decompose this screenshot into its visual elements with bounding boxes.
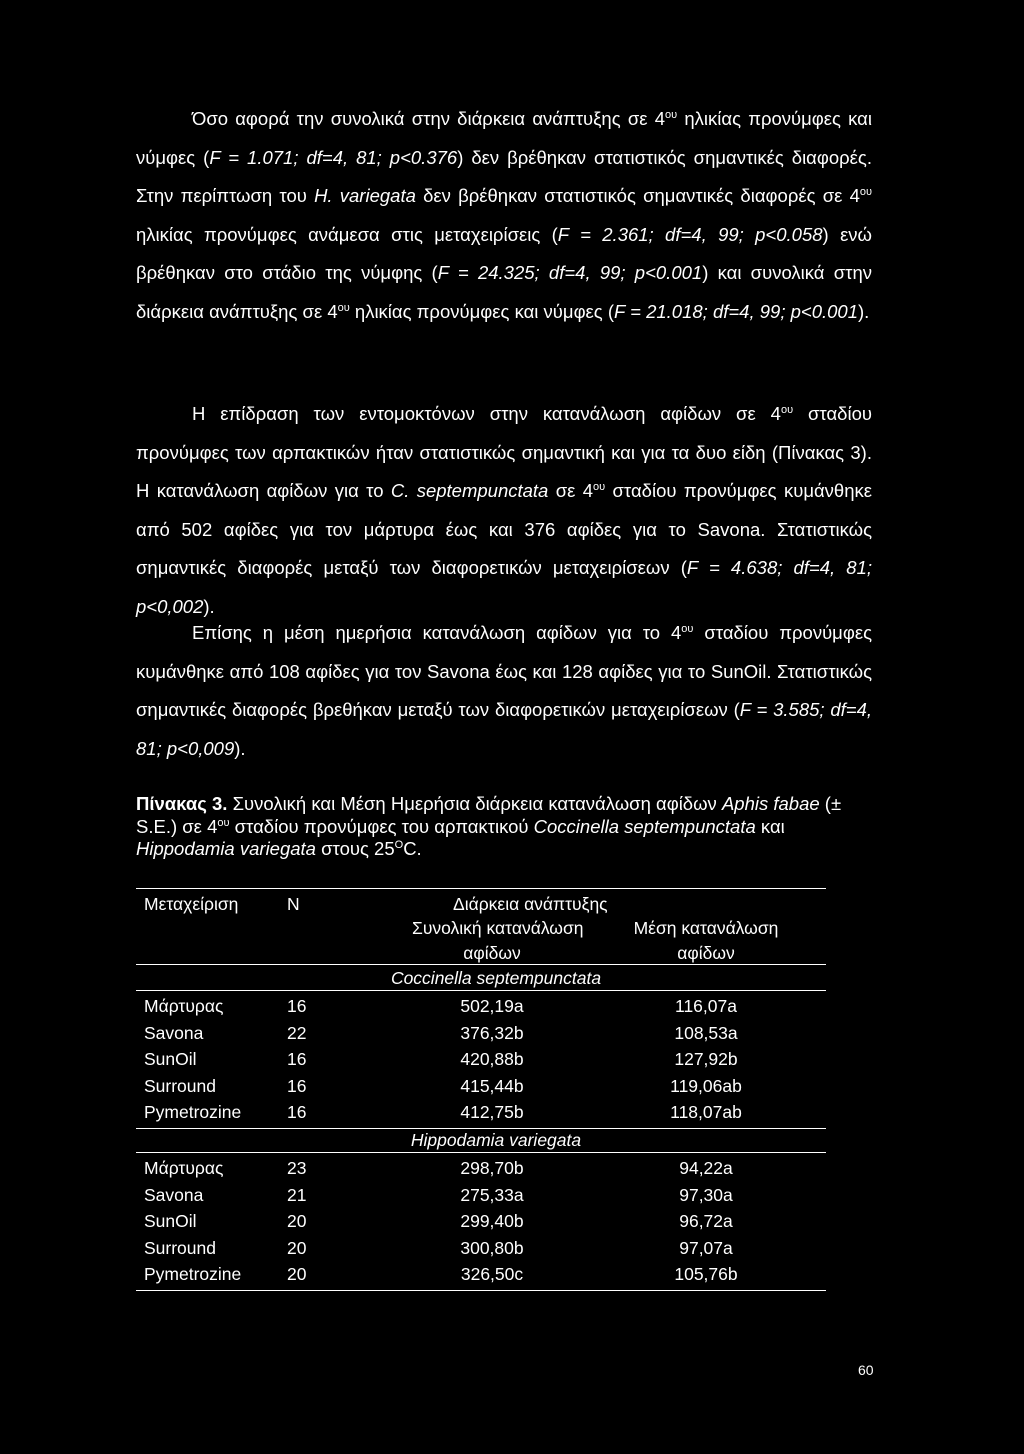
header-daily-line2: αφίδων [677,943,735,963]
cell-treatment: Savona [144,1184,204,1205]
cell-total: 412,75b [460,1102,524,1122]
cell-treatment: Surround [144,1237,216,1258]
group-rule-3 [136,1152,826,1153]
cell-treatment: Μάρτυρας [144,996,224,1016]
cell-n: 16 [287,996,307,1016]
cell-daily: 127,92b [674,1049,738,1069]
cell-total: 420,88b [460,1049,524,1069]
paragraph-daily-consumption: Επίσης η μέση ημερήσια κατανάλωση αφίδων για το $4^{o\upsilon}$ σταδίου προνύμφες κυμάνθηκε από 108 αφίδες για τον Savona έως και 128 αφίδες για το SunOil. Στατιστικώς σημαντικές διαφορές βρεθήκαν μεταξύ των διαφορετικών μεταχειρίσεων (F = 3.585; df=4, 81; p<0,009). [136,622,873,759]
group-label-coccinella: Coccinella septempunctata [390,968,602,988]
cell-daily: 94,22a [679,1158,733,1178]
cell-daily: 96,72a [679,1211,733,1231]
cell-total: 415,44b [460,1075,524,1096]
table-caption: Πίνακας 3. Συνολική και Μέση Ημερήσια διάρκεια κατανάλωση αφίδων Aphis fabae (± S.E.) σε $4^{o\upsilon}$ σταδίου προνύμφες του αρπακτικού Coccinella septempunctata και Hippodamia variegata στους $25^OC$. [136,793,842,859]
cell-total: 300,80b [460,1237,524,1258]
cell-daily: 116,07a [675,996,737,1016]
header-daily-line1: Μέση κατανάλωση [633,918,779,938]
cell-total: 275,33a [460,1184,524,1205]
cell-treatment: Μάρτυρας [144,1158,224,1178]
cell-total: 298,70b [460,1158,524,1178]
table-bottom-rule [136,1290,826,1291]
table-header-rule [136,964,826,965]
paragraph-aphid-consumption: Η επίδραση των εντομοκτόνων στην κατανάλωση αφίδων σε $4^{o\upsilon}$ σταδίου προνύμφες των αρπακτικών ήταν στατιστικώς σημαντική και για τα δυο είδη (Πίνακας 3). Η κατανάλωση αφίδων για το C. septempunctata σε $4^{o\upsilon}$ σταδίου προνύμφες κυμάνθηκε από 502 αφίδες για τον μάρτυρα έως και 376 αφίδες για το Savona. Στατιστικώς σημαντικές διαφορές μεταξύ των διαφορετικών μεταχειρίσεων (F = 4.638; df=4, 81; p<0,002). [136,403,873,617]
cell-n: 21 [287,1184,307,1205]
consumption-table [136,888,826,1298]
table-label: Πίνακας 3. [136,793,228,814]
cell-n: 20 [287,1237,307,1258]
header-total-line2: αφίδων [463,943,521,963]
paragraph-development-duration: Όσο αφορά την συνολικά στην διάρκεια ανάπτυξης σε $4^{o\upsilon}$ ηλικίας προνύμφες και νύμφες (F = 1.071; df=4, 81; p<0.376) δεν βρέθηκαν στατιστικός σημαντικές διαφορές. Στην περίπτωση του H. variegata δεν βρέθηκαν στατιστικός σημαντικές διαφορές σε $4^{o\upsilon}$ ηλικίας προνύμφες ανάμεσα στις μεταχειρίσεις (F = 2.361; df=4, 99; p<0.058) ενώ βρέθηκαν στο στάδιο της νύμφης (F = 24.325; df=4, 99; p<0.001) και συνολικά στην διάρκεια ανάπτυξης σε $4^{o\upsilon}$ ηλικίας προνύμφες και νύμφες (F = 21.018; df=4, 99; p<0.001). [136,108,873,322]
cell-daily: 97,07a [679,1237,733,1258]
cell-daily: 118,07ab [670,1102,742,1122]
cell-n: 23 [287,1158,307,1178]
header-total-line1: Συνολική κατανάλωση [412,918,584,938]
page-number: 60 [858,1362,874,1378]
cell-total: 376,32b [460,1022,524,1043]
cell-n: 16 [287,1075,307,1096]
cell-total: 326,50c [460,1264,524,1284]
cell-treatment: Pymetrozine [144,1264,242,1284]
cell-treatment: Pymetrozine [144,1102,242,1122]
cell-total: 502,19a [460,996,524,1016]
cell-daily: 97,30a [679,1184,733,1205]
cell-daily: 108,53a [674,1022,738,1043]
cell-treatment: Surround [144,1075,216,1096]
group-rule-1 [136,990,826,991]
table-top-rule [136,888,826,889]
cell-n: 20 [287,1264,307,1284]
cell-n: 16 [287,1049,307,1069]
cell-n: 16 [287,1102,307,1122]
header-treatment: Μεταχείριση [144,894,239,914]
cell-treatment: SunOil [144,1049,197,1069]
cell-total: 299,40b [460,1211,524,1231]
cell-n: 22 [287,1022,307,1043]
cell-n: 20 [287,1211,307,1231]
header-n: N [287,894,300,914]
header-duration: Διάρκεια ανάπτυξης [453,894,608,914]
cell-daily: 105,76b [674,1264,738,1284]
cell-treatment: SunOil [144,1211,197,1231]
cell-treatment: Savona [144,1022,204,1043]
group-label-hippodamia: Hippodamia variegata [410,1130,582,1150]
group-rule-2 [136,1128,826,1129]
cell-daily: 119,06ab [670,1075,742,1096]
